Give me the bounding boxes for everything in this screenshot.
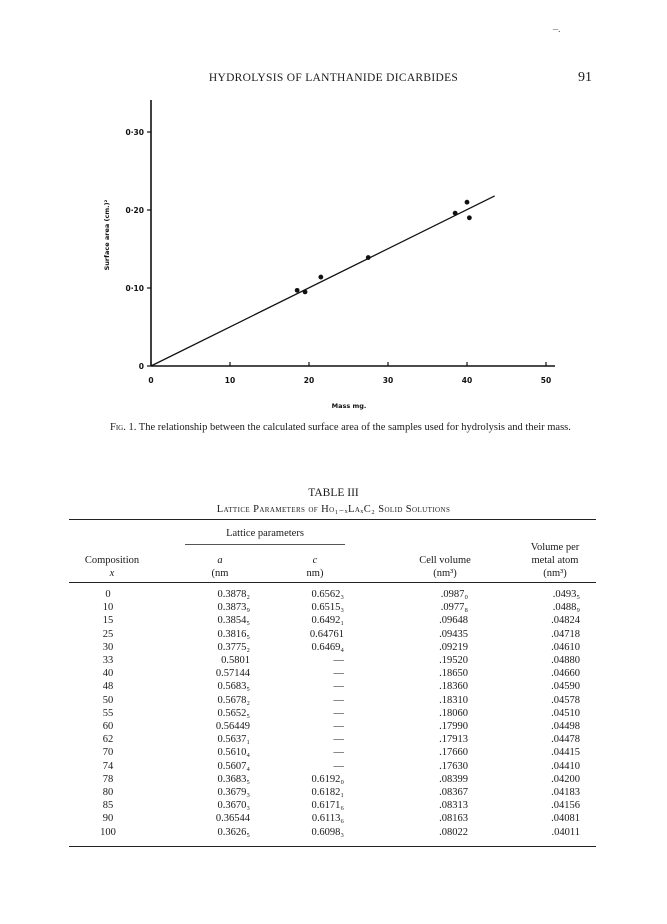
cell-cell-volume: .17630	[439, 760, 468, 772]
table-row	[0, 654, 667, 667]
cell-volume-per-atom: .04498	[551, 721, 580, 732]
cell-c: 0.6562₃	[311, 589, 344, 600]
data-point	[303, 290, 308, 295]
cell-cell-volume: .0977₈	[440, 602, 468, 614]
table-row	[0, 746, 667, 759]
cell-composition: 78	[102, 773, 114, 785]
table-row	[0, 826, 667, 839]
data-point	[318, 275, 323, 280]
cell-cell-volume: .08163	[439, 813, 468, 825]
cell-cell-volume: .17913	[439, 734, 468, 746]
x-tick-label: 30	[382, 376, 394, 385]
table-row	[0, 667, 667, 680]
cell-volume-per-atom: .04156	[551, 800, 580, 812]
cell-composition: 33	[102, 655, 114, 666]
cell-c: —	[333, 760, 344, 772]
table-row	[0, 628, 667, 641]
table-row	[0, 720, 667, 733]
cell-a: 0.3683₅	[217, 773, 250, 785]
caption-text: The relationship between the calculated surface area of the samples used for hydrolysis and their mass.	[136, 422, 571, 433]
x-tick-label: 20	[303, 376, 315, 385]
cell-composition: 15	[102, 615, 114, 627]
cell-cell-volume: .0987₀	[440, 589, 468, 600]
cell-c: 0.6469₄	[311, 641, 344, 653]
cell-volume-per-atom: .04610	[551, 641, 580, 653]
cell-cell-volume: .09648	[439, 615, 468, 627]
cell-a: 0.5610₄	[217, 747, 250, 759]
col-cellvol-line1: Cell volume	[419, 555, 471, 566]
cell-composition: 30	[102, 641, 114, 653]
cell-a: 0.5652₅	[217, 707, 250, 719]
cell-cell-volume: .09219	[439, 641, 468, 653]
cell-c: —	[333, 721, 344, 732]
cell-composition: 74	[102, 760, 114, 772]
cell-a: 0.5683₅	[217, 681, 250, 693]
cell-c: —	[333, 747, 344, 759]
cell-composition: 90	[102, 813, 114, 825]
cell-volume-per-atom: .04410	[551, 760, 580, 772]
cell-a: 0.5678₂	[217, 694, 250, 706]
cell-cell-volume: .18650	[439, 668, 468, 680]
cell-composition: 48	[102, 681, 114, 693]
y-tick-label: 0·10	[125, 284, 144, 293]
cell-cell-volume: .18360	[439, 681, 468, 693]
table-top-rule	[69, 519, 596, 520]
table-row	[0, 799, 667, 812]
cell-composition: 40	[102, 668, 114, 680]
cell-composition: 100	[100, 826, 116, 838]
cell-c: 0.6113₆	[311, 813, 344, 825]
cell-a: 0.5607₄	[217, 760, 250, 772]
figure-1-chart	[0, 0, 667, 420]
y-tick-label: 0·30	[125, 128, 144, 137]
col-volatom-line2: (nm³)	[543, 568, 567, 579]
cell-volume-per-atom: .04011	[551, 826, 580, 838]
lattice-group-header: Lattice parameters	[226, 528, 304, 539]
cell-a: 0.36544	[215, 813, 250, 825]
cell-composition: 55	[102, 707, 114, 719]
data-point	[366, 255, 371, 260]
y-tick-label: 0·20	[125, 206, 144, 215]
cell-volume-per-atom: .04415	[551, 747, 580, 759]
x-tick-label: 10	[224, 376, 236, 385]
cell-cell-volume: .18060	[439, 707, 468, 719]
cell-c: —	[333, 668, 344, 680]
col-composition-line2: x	[109, 568, 115, 579]
col-volatom-line1: metal atom	[531, 555, 579, 566]
table-row	[0, 641, 667, 654]
x-axis-label: Mass mg.	[331, 402, 367, 410]
caption-label: Fig. 1.	[110, 422, 137, 433]
cell-volume-per-atom: .04183	[551, 787, 580, 798]
y-tick-label: 0	[138, 362, 144, 371]
cell-composition: 80	[102, 787, 114, 798]
cell-volume-per-atom: .04718	[551, 628, 580, 640]
cell-a: 0.3873₉	[217, 602, 250, 614]
cell-c: 0.6515₃	[311, 602, 344, 614]
col-c-line2: nm)	[306, 568, 324, 579]
cell-cell-volume: .17990	[439, 721, 468, 732]
cell-c: 0.64761	[309, 628, 344, 640]
cell-volume-per-atom: .04081	[551, 813, 580, 825]
cell-volume-per-atom: .0493₅	[552, 589, 580, 600]
cell-a: 0.5637₁	[217, 734, 250, 746]
col-cellvol-line2: (nm³)	[433, 568, 457, 579]
group-underline	[185, 544, 345, 545]
cell-a: 0.3878₂	[217, 589, 250, 600]
cell-cell-volume: .08313	[439, 800, 468, 812]
cell-cell-volume: .08367	[439, 787, 468, 798]
cell-volume-per-atom: .04824	[551, 615, 580, 627]
cell-a: 0.3775₂	[217, 641, 250, 653]
cell-c: 0.6182₁	[311, 787, 344, 798]
table-number: TABLE III	[308, 487, 359, 499]
cell-a: 0.3626₅	[217, 826, 250, 838]
fit-line	[151, 196, 495, 366]
cell-composition: 25	[102, 628, 114, 640]
y-axis-label: Surface area (cm.)²	[103, 199, 111, 271]
table-row	[0, 601, 667, 614]
cell-cell-volume: .09435	[439, 628, 468, 640]
cell-cell-volume: .08399	[439, 773, 468, 785]
table-row	[0, 694, 667, 707]
cell-cell-volume: .17660	[439, 747, 468, 759]
cell-cell-volume: .19520	[439, 655, 468, 666]
x-tick-label: 50	[540, 376, 552, 385]
cell-composition: 0	[105, 589, 111, 600]
cell-c: —	[333, 694, 344, 706]
table-row	[0, 733, 667, 746]
cell-c: 0.6098₃	[311, 826, 344, 838]
data-point	[295, 288, 300, 293]
cell-a: 0.3679₃	[217, 787, 250, 798]
table-header-rule	[69, 582, 596, 583]
cell-volume-per-atom: .04200	[551, 773, 580, 785]
col-a-line2: (nm	[211, 568, 229, 579]
table-row	[0, 707, 667, 720]
col-volatom-line0: Volume per	[530, 542, 580, 553]
table-bottom-rule	[69, 846, 596, 847]
corner-mark: –.	[553, 24, 561, 35]
col-composition-line1: Composition	[84, 555, 140, 566]
cell-volume-per-atom: .04660	[551, 668, 580, 680]
col-a-line1: a	[217, 555, 223, 566]
cell-volume-per-atom: .04578	[551, 694, 580, 706]
data-point	[465, 200, 470, 205]
cell-c: —	[333, 655, 344, 666]
table-row	[0, 773, 667, 786]
page-number: 91	[578, 70, 592, 85]
cell-cell-volume: .18310	[439, 694, 468, 706]
cell-volume-per-atom: .04478	[551, 734, 580, 746]
cell-a: 0.3670₃	[217, 800, 250, 812]
cell-volume-per-atom: .0488₉	[552, 602, 580, 614]
table-row	[0, 614, 667, 627]
cell-volume-per-atom: .04590	[551, 681, 580, 693]
table-row	[0, 588, 667, 601]
cell-volume-per-atom: .04880	[551, 655, 580, 666]
table-row	[0, 760, 667, 773]
cell-volume-per-atom: .04510	[551, 707, 580, 719]
table-row	[0, 786, 667, 799]
table-row	[0, 812, 667, 825]
cell-a: 0.3854₅	[217, 615, 250, 627]
data-point	[453, 211, 458, 216]
cell-c: —	[333, 681, 344, 693]
table-row	[0, 680, 667, 693]
figure-caption	[110, 421, 580, 435]
col-c-line1: c	[312, 555, 318, 566]
cell-composition: 50	[102, 694, 114, 706]
cell-c: —	[333, 707, 344, 719]
cell-cell-volume: .08022	[439, 826, 468, 838]
x-tick-label: 0	[148, 376, 154, 385]
cell-composition: 10	[102, 602, 114, 614]
running-title: HYDROLYSIS OF LANTHANIDE DICARBIDES	[208, 72, 459, 84]
cell-composition: 70	[102, 747, 114, 759]
data-point	[467, 215, 472, 220]
cell-a: 0.5801	[221, 655, 250, 666]
x-tick-label: 40	[461, 376, 473, 385]
cell-c: —	[333, 734, 344, 746]
cell-composition: 60	[102, 721, 114, 732]
cell-composition: 85	[102, 800, 114, 812]
cell-a: 0.57144	[215, 668, 250, 680]
cell-a: 0.56449	[215, 721, 250, 732]
cell-c: 0.6492₁	[311, 615, 344, 627]
table-title: Lattice Parameters of Ho₁₋ₓLaₓC₂ Solid Solutions	[216, 504, 451, 515]
cell-a: 0.3816₅	[217, 628, 250, 640]
cell-c: 0.6171₆	[311, 800, 344, 812]
cell-c: 0.6192₀	[311, 773, 344, 785]
cell-composition: 62	[102, 734, 114, 746]
